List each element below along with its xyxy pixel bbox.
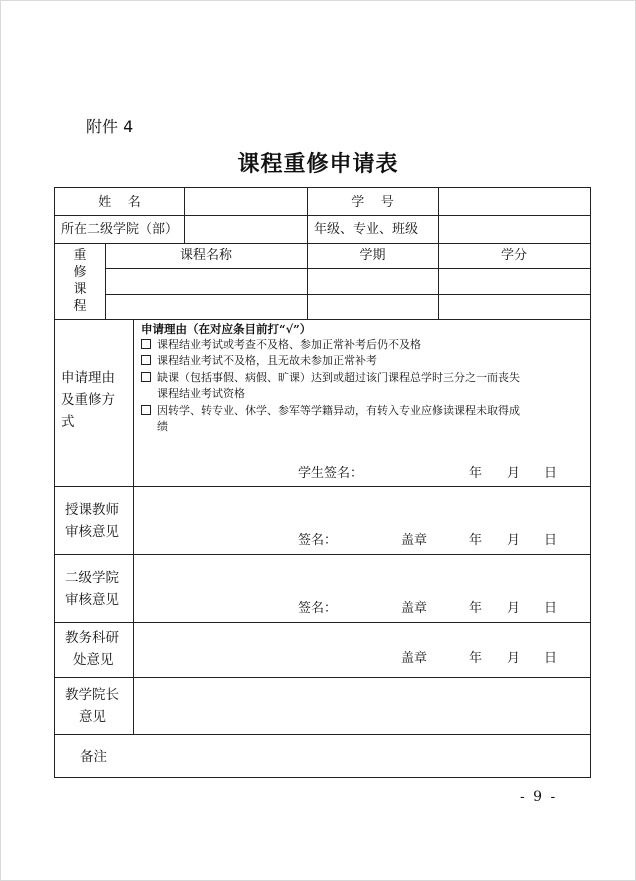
- checkbox[interactable]: [141, 355, 151, 365]
- checkbox[interactable]: [141, 339, 151, 349]
- semester-input-1[interactable]: [308, 269, 438, 294]
- student-id-label: 学 号: [351, 195, 394, 210]
- course-name-input-1[interactable]: [106, 269, 307, 294]
- date-year: 年: [469, 533, 483, 548]
- attachment-label: 附件 4: [86, 117, 134, 136]
- signature-label: 签名：: [298, 533, 338, 548]
- date-month: 月: [507, 651, 521, 666]
- reason-option-4[interactable]: 因转学、转专业、休学、参军等学籍异动，有转入专业应修读课程未取得成 绩: [141, 403, 587, 434]
- grade-major-class-label: 年级、专业、班级: [314, 222, 419, 237]
- college-review-label: 二级学院 审核意见: [65, 570, 119, 608]
- academic-affairs-label: 教务科研 处意见: [65, 630, 119, 668]
- seal-label: 盖章: [401, 601, 428, 616]
- semester-header: 学期: [359, 248, 386, 263]
- row-divider: [55, 319, 590, 320]
- reason-option-2[interactable]: 课程结业考试不及格，且无故未参加正常补考: [141, 353, 587, 369]
- teacher-review-label: 授课教师 审核意见: [65, 502, 119, 540]
- reason-section-label: 申请理由 及重修方 式: [61, 370, 115, 430]
- student-id-input-cell[interactable]: [439, 189, 589, 215]
- reason-heading: 申请理由（在对应条目前打“√”）: [141, 322, 312, 336]
- checkbox[interactable]: [141, 405, 151, 415]
- date-day: 日: [544, 533, 558, 548]
- date-year: 年: [469, 651, 483, 666]
- date-year: 年: [469, 466, 483, 481]
- grade-major-class-input-cell[interactable]: [439, 216, 589, 243]
- credit-input-2[interactable]: [439, 295, 589, 319]
- row-divider: [55, 734, 590, 735]
- application-form-table: [54, 187, 591, 778]
- row-divider: [55, 486, 590, 487]
- date-month: 月: [507, 601, 521, 616]
- reason-option-1[interactable]: 课程结业考试或考查不及格、参加正常补考后仍不及格: [141, 337, 587, 353]
- reason-option-3[interactable]: 缺课（包括事假、病假、旷课）达到或超过该门课程总学时三分之一而丧失 课程结业考试资格: [141, 370, 587, 401]
- date-month: 月: [507, 466, 521, 481]
- checkbox[interactable]: [141, 372, 151, 382]
- course-name-header: 课程名称: [179, 248, 232, 263]
- dean-opinion-label: 教学院长 意见: [65, 687, 119, 725]
- row-divider: [55, 554, 590, 555]
- date-month: 月: [507, 533, 521, 548]
- remarks-label: 备注: [80, 749, 107, 765]
- row-divider: [55, 677, 590, 678]
- college-label: 所在二级学院（部）: [61, 222, 179, 237]
- student-signature-label: 学生签名：: [298, 466, 364, 481]
- name-label: 姓 名: [98, 195, 141, 210]
- document-title: 课程重修申请表: [237, 151, 399, 177]
- retake-course-label: 重 修 课 程: [73, 248, 87, 314]
- date-year: 年: [469, 601, 483, 616]
- college-input-cell[interactable]: [185, 216, 306, 243]
- course-name-input-2[interactable]: [106, 295, 307, 319]
- seal-label: 盖章: [401, 651, 428, 666]
- col-divider: [133, 319, 134, 734]
- row-divider: [55, 622, 590, 623]
- seal-label: 盖章: [401, 533, 428, 548]
- semester-input-2[interactable]: [308, 295, 438, 319]
- date-day: 日: [544, 651, 558, 666]
- date-day: 日: [544, 601, 558, 616]
- date-day: 日: [544, 466, 558, 481]
- page-number: - 9 -: [520, 789, 558, 805]
- credit-header: 学分: [500, 248, 527, 263]
- signature-label: 签名：: [298, 601, 338, 616]
- credit-input-1[interactable]: [439, 269, 589, 294]
- row-divider: [55, 243, 590, 244]
- name-input-cell[interactable]: [185, 189, 306, 215]
